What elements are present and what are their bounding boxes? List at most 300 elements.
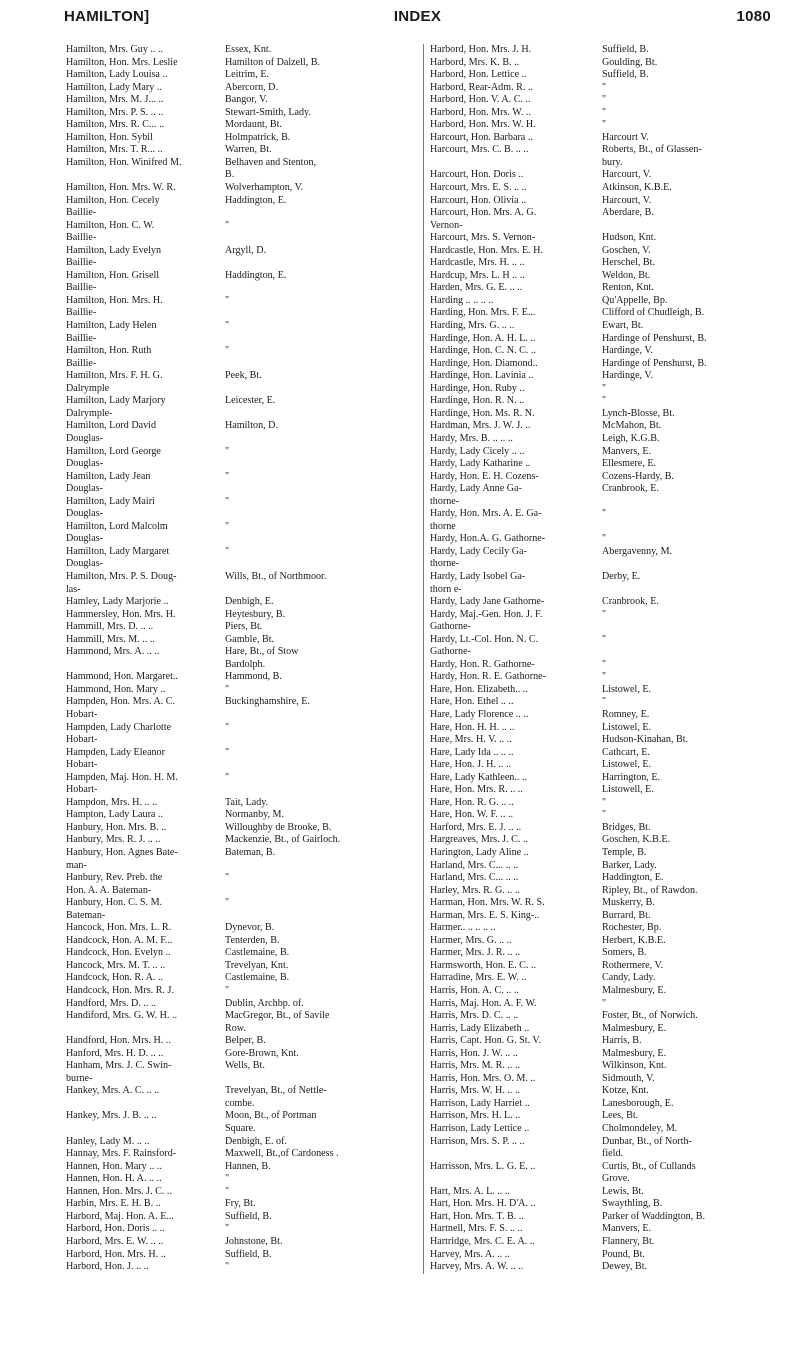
index-entry — [66, 809, 423, 822]
index-entry — [66, 634, 423, 647]
index-entry — [430, 521, 780, 534]
entry-name — [66, 169, 225, 182]
index-entry — [66, 207, 423, 220]
entry-name: burne- — [66, 1072, 93, 1084]
entry-reference: Piers, Bt. — [225, 621, 263, 633]
index-entry — [430, 446, 780, 459]
entry-reference: Foster, Bt., of Norwich. — [602, 1010, 698, 1022]
index-entry — [66, 998, 423, 1011]
index-entry — [430, 784, 780, 797]
index-entry — [430, 546, 780, 559]
entry-name: Hammond, Hon. Mary .. — [66, 683, 166, 695]
index-entry — [66, 107, 423, 120]
index-entry — [430, 358, 780, 371]
entry-name: Harman, Mrs. E. S. King-.. — [430, 909, 540, 921]
entry-reference: Suffield, B. — [602, 44, 649, 55]
index-entry — [430, 471, 780, 484]
index-entry — [430, 282, 780, 295]
entry-name: Hanbury, Hon. Mrs. B. .. — [66, 821, 167, 833]
index-entry — [66, 1060, 423, 1073]
entry-reference: Barker, Lady. — [602, 859, 657, 871]
index-entry — [66, 1023, 423, 1036]
index-entry — [66, 370, 423, 383]
entry-name: Hamilton, Hon. Cecely — [66, 194, 160, 206]
index-entry — [430, 709, 780, 722]
entry-reference — [225, 433, 423, 446]
entry-name: Hamilton, Lady Marjory — [66, 395, 166, 407]
entry-name: Harrison, Lady Harriet .. — [430, 1097, 530, 1109]
entry-name: Baillie- — [66, 357, 97, 369]
index-entry — [66, 847, 423, 860]
entry-reference: Lynch-Blosse, Bt. — [602, 407, 675, 419]
index-entry — [430, 722, 780, 735]
index-entry — [66, 295, 423, 308]
index-entry — [66, 972, 423, 985]
index-entry — [66, 220, 423, 233]
entry-reference: Harrington, E. — [602, 771, 661, 783]
entry-name: Harford, Mrs. E. J. .. .. — [430, 821, 522, 833]
index-entry — [430, 659, 780, 672]
entry-reference: Harcourt, V. — [602, 194, 652, 206]
index-entry — [430, 1161, 780, 1174]
entry-name: Hardy, Hon. Mrs. A. E. Ga- — [430, 508, 542, 520]
index-column-left — [66, 44, 423, 1274]
entry-name: Harris, Maj. Hon. A. F. W. — [430, 997, 537, 1009]
entry-name: Harris, Hon. J. W. .. .. — [430, 1047, 518, 1059]
entry-reference: Tenterden, B. — [225, 934, 280, 946]
index-entry — [66, 1249, 423, 1262]
index-entry — [430, 922, 780, 935]
entry-reference: Malmesbury, E. — [602, 985, 667, 997]
entry-reference: Castlemaine, B. — [225, 947, 290, 959]
entry-name: Hamilton, Lady Margaret — [66, 545, 170, 557]
index-entry — [430, 1136, 780, 1149]
entry-reference: Abercorn, D. — [225, 81, 278, 93]
entry-reference: Cranbrook, E. — [602, 596, 659, 608]
index-entry — [430, 998, 780, 1011]
entry-name: thorne- — [430, 558, 460, 570]
entry-name: Hammond, Mrs. A. .. .. — [66, 646, 160, 658]
entry-name: Harris, Hon. Mrs. O. M. .. — [430, 1072, 536, 1084]
entry-reference: Listowell, E. — [602, 784, 654, 796]
index-entry — [430, 257, 780, 270]
entry-reference — [225, 1073, 423, 1086]
entry-reference: Atkinson, K.B.E. — [602, 182, 672, 194]
entry-name: Harland, Mrs. C... .. .. — [430, 859, 519, 871]
entry-name: Harland, Mrs. C... .. .. — [430, 872, 519, 884]
index-entry — [430, 182, 780, 195]
entry-reference — [602, 220, 780, 233]
entry-reference: " — [602, 997, 607, 1009]
index-entry — [430, 270, 780, 283]
entry-name: Hardinge, Hon. Diamond.. — [430, 357, 538, 369]
entry-reference — [225, 584, 423, 597]
index-entry — [66, 1161, 423, 1174]
entry-reference: Renton, Knt. — [602, 282, 654, 294]
entry-reference: Belper, B. — [225, 1035, 266, 1047]
entry-name: Hamilton, Hon. Sybil — [66, 131, 153, 143]
entry-name: Hamilton, Lady Mary .. — [66, 81, 162, 93]
entry-reference: Harcourt, V. — [602, 169, 652, 181]
index-entry — [430, 433, 780, 446]
entry-reference: Essex, Knt. — [225, 44, 272, 55]
entry-reference: Wills, Bt., of Northmoor. — [225, 570, 327, 582]
entry-name: Hamilton, Lord George — [66, 445, 161, 457]
entry-name: Hardy, Lady Cicely .. .. — [430, 445, 525, 457]
entry-name: Harding, Mrs. G. .. .. — [430, 320, 515, 332]
index-entry — [66, 772, 423, 785]
index-entry — [430, 69, 780, 82]
index-entry — [66, 433, 423, 446]
entry-reference: " — [602, 671, 607, 683]
entry-name: Hannay, Mrs. F. Rainsford- — [66, 1148, 177, 1160]
index-entry — [66, 320, 423, 333]
index-entry — [66, 1136, 423, 1149]
entry-name: Harradine, Mrs. E. W. .. — [430, 972, 527, 984]
index-entry — [66, 282, 423, 295]
index-entry — [66, 245, 423, 258]
entry-reference: " — [225, 1173, 230, 1185]
entry-name: Harris, Mrs. W. H. .. .. — [430, 1085, 521, 1097]
entry-reference: " — [225, 1261, 230, 1273]
entry-reference: Ripley, Bt., of Rawdon. — [602, 884, 698, 896]
entry-name: Hanham, Mrs. J. C. Swin- — [66, 1060, 172, 1072]
entry-reference: Manvers, E. — [602, 445, 652, 457]
index-entry — [66, 182, 423, 195]
entry-name — [430, 1148, 602, 1161]
entry-name: Dalrymple — [66, 382, 110, 394]
entry-reference: Hamilton, D. — [225, 420, 278, 432]
entry-reference: Cranbrook, E. — [602, 483, 659, 495]
entry-reference: " — [602, 508, 607, 520]
page-header — [64, 8, 771, 30]
section-title: INDEX — [393, 8, 442, 25]
entry-reference: Pound, Bt. — [602, 1248, 645, 1260]
index-entry — [66, 646, 423, 659]
index-entry — [66, 1236, 423, 1249]
index-entry — [66, 471, 423, 484]
entry-name: man- — [66, 859, 87, 871]
entry-reference: Goschen, V. — [602, 244, 651, 256]
index-entry — [66, 922, 423, 935]
index-entry — [66, 144, 423, 157]
index-entry — [66, 659, 423, 672]
index-entry — [66, 57, 423, 70]
entry-reference: Swaythling, B. — [602, 1198, 663, 1210]
entry-name: Baillie- — [66, 232, 97, 244]
entry-reference: " — [225, 746, 230, 758]
entry-reference: Malmesbury, E. — [602, 1047, 667, 1059]
index-entry — [430, 82, 780, 95]
index-entry — [66, 270, 423, 283]
entry-name: Harbord, Maj. Hon. A. E... — [66, 1210, 174, 1222]
index-entry — [66, 1073, 423, 1086]
index-entry — [66, 395, 423, 408]
index-entry — [430, 508, 780, 521]
entry-name: Harvey, Mrs. A. .. .. — [430, 1248, 510, 1260]
index-entry — [66, 759, 423, 772]
index-entry — [66, 910, 423, 923]
entry-name: Baillie- — [66, 282, 97, 294]
entry-name: Hanbury, Hon. Agnes Bate- — [66, 847, 178, 858]
entry-reference: Malmesbury, E. — [602, 1022, 667, 1034]
entry-name: Hardy, Mrs. B. .. .. .. — [430, 432, 513, 444]
entry-name: Hardy, Lady Jane Gathorne- — [430, 596, 545, 608]
entry-name: Hamilton, Hon. Mrs. Leslie — [66, 56, 178, 68]
index-entry — [430, 947, 780, 960]
index-entry — [66, 584, 423, 597]
index-entry — [66, 307, 423, 320]
entry-reference: " — [225, 320, 230, 332]
entry-reference: Grove. — [602, 1173, 630, 1185]
index-column-right — [423, 44, 780, 1274]
index-entry — [430, 960, 780, 973]
index-entry — [66, 496, 423, 509]
index-entry — [430, 458, 780, 471]
index-entry — [66, 960, 423, 973]
entry-name: las- — [66, 583, 81, 595]
index-entry — [430, 885, 780, 898]
entry-name: Hare, Mrs. H. V. .. .. — [430, 734, 512, 746]
entry-reference: Willoughby de Brooke, B. — [225, 821, 332, 833]
entry-reference: Leicester, E. — [225, 395, 276, 407]
index-entry — [430, 420, 780, 433]
entry-name: Hamilton, Mrs. P. S. .. .. — [66, 106, 164, 118]
entry-name: Baillie- — [66, 207, 97, 219]
index-entry — [430, 797, 780, 810]
entry-name: Harrison, Lady Lettice .. — [430, 1123, 530, 1135]
index-entry — [66, 1223, 423, 1236]
entry-name: Handcock, Hon. R. A. .. — [66, 972, 163, 984]
index-entry — [66, 935, 423, 948]
entry-name: Hannen, Hon. H. A. .. .. — [66, 1173, 162, 1185]
index-entry — [66, 1098, 423, 1111]
running-head: HAMILTON] — [64, 8, 150, 25]
entry-reference: Roberts, Bt., of Glassen- — [602, 144, 702, 156]
entry-name: Hardinge, Hon. Lavinia .. — [430, 370, 534, 382]
entry-name: Harbord, Hon. Doris .. .. — [66, 1223, 165, 1235]
index-entry — [430, 44, 780, 57]
entry-name: Douglas- — [66, 508, 104, 520]
entry-name: Hardy, Lady Anne Ga- — [430, 483, 522, 495]
entry-name — [430, 1173, 602, 1186]
index-entry — [66, 596, 423, 609]
index-entry — [430, 609, 780, 622]
entry-name: Harding .. .. .. .. — [430, 294, 494, 306]
entry-name: Hare, Lady Kathleen.. .. — [430, 771, 527, 783]
entry-name: Hamilton, Lady Jean — [66, 470, 151, 482]
entry-name: Dalrymple- — [66, 407, 113, 419]
index-entry — [430, 734, 780, 747]
entry-reference: Abergavenny, M. — [602, 545, 673, 557]
entry-name: Hardy, Maj.-Gen. Hon. J. F. — [430, 608, 543, 620]
entry-reference: Trevelyan, Bt., of Nettle- — [225, 1085, 327, 1097]
index-entry — [66, 157, 423, 170]
entry-name: Hardcup, Mrs. L. H .. .. — [430, 269, 525, 281]
entry-reference: bury. — [602, 156, 623, 168]
index-entry — [66, 82, 423, 95]
entry-reference: Suffield, B. — [225, 1248, 272, 1260]
index-entry — [66, 94, 423, 107]
index-entry — [430, 57, 780, 70]
entry-reference: Holmpatrick, B. — [225, 131, 291, 143]
entry-name: Hamilton, Mrs. Guy .. .. — [66, 44, 164, 55]
entry-name: Hammond, Hon. Margaret.. — [66, 671, 178, 683]
entry-reference: Derby, E. — [602, 570, 641, 582]
entry-reference: Listowel, E. — [602, 683, 652, 695]
entry-name: Douglas- — [66, 533, 104, 545]
entry-reference: Weldon, Bt. — [602, 269, 651, 281]
entry-reference: Sidmouth, V. — [602, 1072, 655, 1084]
entry-reference — [225, 483, 423, 496]
index-entry — [66, 195, 423, 208]
index-entry — [430, 320, 780, 333]
entry-name: Hardcastle, Hon. Mrs. E. H. — [430, 244, 543, 256]
entry-name — [430, 157, 602, 170]
entry-reference: " — [225, 445, 230, 457]
entry-name: Hamley, Lady Marjorie .. — [66, 596, 169, 608]
entry-reference: Goschen, K.B.E. — [602, 834, 671, 846]
index-entry — [430, 370, 780, 383]
index-entry — [66, 684, 423, 697]
entry-name: Harmer, Mrs. J. R. .. .. — [430, 947, 521, 959]
entry-reference: Cathcart, E. — [602, 746, 650, 758]
entry-reference — [602, 646, 780, 659]
entry-name: Hare, Hon. H. H. .. .. — [430, 721, 515, 733]
entry-name: Hartnell, Mrs. F. S. .. .. — [430, 1223, 523, 1235]
entry-name: Harbord, Rear-Adm. R. .. — [430, 81, 533, 93]
entry-name: Hobart- — [66, 734, 98, 746]
entry-name: Hamilton, Lady Mairi — [66, 495, 155, 507]
entry-name: Harman, Hon. Mrs. W. R. S. — [430, 897, 545, 909]
entry-name: Hampdon, Mrs. H. .. .. — [66, 796, 158, 808]
entry-reference: Heytesbury, B. — [225, 608, 286, 620]
entry-reference: Herschel, Bt. — [602, 257, 655, 269]
index-entry — [430, 1060, 780, 1073]
entry-name — [66, 1123, 225, 1136]
entry-reference — [225, 885, 423, 898]
index-entry — [430, 847, 780, 860]
entry-reference — [225, 257, 423, 270]
index-entry — [66, 747, 423, 760]
entry-reference: Hardinge of Penshurst, B. — [602, 332, 707, 344]
entry-reference: " — [225, 520, 230, 532]
entry-reference: Clifford of Chudleigh, B. — [602, 307, 705, 319]
entry-name: Harris, Hon. A. C. .. .. — [430, 985, 519, 997]
entry-reference: " — [225, 294, 230, 306]
entry-name: Gathorne- — [430, 646, 471, 658]
entry-reference — [225, 784, 423, 797]
entry-reference: Trevelyan, Knt. — [225, 959, 289, 971]
entry-reference: Muskerry, B. — [602, 897, 655, 909]
entry-name: Harbord, Mrs. E. W. .. .. — [66, 1235, 164, 1247]
entry-reference: Listowel, E. — [602, 759, 652, 771]
index-entry — [430, 295, 780, 308]
entry-reference: " — [225, 219, 230, 231]
entry-reference: Hannen, B. — [225, 1160, 271, 1172]
entry-reference: Normanby, M. — [225, 809, 285, 821]
entry-name: Hardinge, Hon. C. N. C. .. — [430, 345, 536, 357]
entry-reference — [225, 910, 423, 923]
index-entry — [430, 383, 780, 396]
index-entry — [66, 119, 423, 132]
entry-name: Hankey, Mrs. J. B. .. .. — [66, 1110, 157, 1122]
entry-reference: " — [602, 106, 607, 118]
entry-reference: Dynevor, B. — [225, 922, 275, 934]
entry-name: Hanley, Lady M. .. .. — [66, 1135, 150, 1147]
entry-reference: " — [602, 94, 607, 106]
entry-reference: " — [602, 796, 607, 808]
index-entry — [430, 1223, 780, 1236]
index-entry — [66, 1010, 423, 1023]
index-entry — [66, 897, 423, 910]
entry-name: Harbord, Mrs. K. B. .. — [430, 56, 520, 68]
entry-reference — [225, 207, 423, 220]
entry-reference: Argyll, D. — [225, 244, 267, 256]
index-entry — [66, 383, 423, 396]
index-entry — [430, 1073, 780, 1086]
index-entry — [66, 1085, 423, 1098]
index-entry — [430, 1198, 780, 1211]
entry-reference: Maxwell, Bt.,of Cardoness . — [225, 1148, 339, 1160]
index-entry — [430, 157, 780, 170]
entry-reference: Cholmondeley, M. — [602, 1123, 678, 1135]
index-entry — [66, 521, 423, 534]
entry-name: Harcourt, Hon. Barbara .. — [430, 131, 533, 143]
entry-reference: Gamble, Bt. — [225, 633, 275, 645]
entry-name: Hare, Hon. W. F. .. .. — [430, 809, 514, 821]
entry-name: Hart, Hon. Mrs. H. D'A. .. — [430, 1198, 536, 1210]
entry-name: Hamilton, Mrs. R. C... .. — [66, 119, 165, 131]
entry-reference: " — [225, 683, 230, 695]
entry-reference — [225, 709, 423, 722]
entry-reference: Haddington, E. — [225, 269, 287, 281]
entry-reference: Goulding, Bt. — [602, 56, 658, 68]
entry-name: Hanbury, Hon. C. S. M. — [66, 897, 163, 909]
entry-name: Hardy, Hon. E. H. Cozens- — [430, 470, 539, 482]
index-entry — [66, 232, 423, 245]
entry-reference: Rochester, Bp. — [602, 922, 662, 934]
entry-reference: " — [225, 721, 230, 733]
entry-reference: Hardinge, V. — [602, 345, 653, 357]
entry-reference: McMahon, Bt. — [602, 420, 662, 432]
entry-reference: Parker of Waddington, B. — [602, 1210, 706, 1222]
entry-name: Hardy, Lt.-Col. Hon. N. C. — [430, 633, 539, 645]
entry-name: Hamilton, Lady Louisa .. — [66, 69, 168, 81]
entry-name: Hampden, Lady Charlotte — [66, 721, 172, 733]
index-entry — [66, 69, 423, 82]
entry-name: Hobart- — [66, 784, 98, 796]
entry-reference: Suffield, B. — [602, 69, 649, 81]
entry-name: Harbin, Mrs. E. H. B. .. — [66, 1198, 161, 1210]
entry-reference: Buckinghamshire, E. — [225, 696, 310, 708]
index-entry — [430, 245, 780, 258]
entry-name: Hare, Hon. J. H. .. .. — [430, 759, 512, 771]
index-entry — [430, 220, 780, 233]
entry-reference: " — [602, 533, 607, 545]
entry-name: Hamilton, Hon. Ruth — [66, 345, 152, 357]
entry-name: Hardy, Hon. R. Gathorne- — [430, 658, 535, 670]
index-entry — [430, 671, 780, 684]
index-entry — [66, 558, 423, 571]
index-entry — [66, 1186, 423, 1199]
entry-reference — [225, 307, 423, 320]
entry-name: Handiford, Mrs. G. W. H. .. — [66, 1010, 178, 1022]
entry-name: Hardy, Lady Isobel Ga- — [430, 570, 526, 582]
entry-reference: " — [225, 495, 230, 507]
index-entry — [66, 947, 423, 960]
index-entry — [430, 1048, 780, 1061]
